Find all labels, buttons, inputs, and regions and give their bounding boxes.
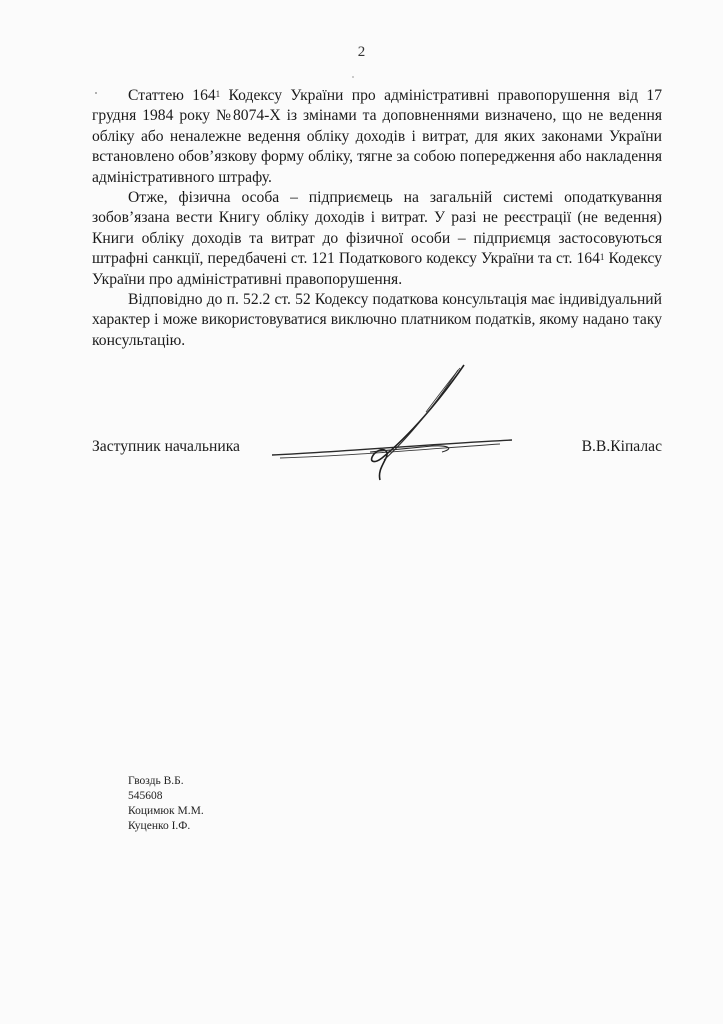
paragraph-text: Кодексу України про адміністративні правопорушення від 17 грудня 1984 року №8074-Х із змінами та доповненнями визначено, що не ведення обліку або неналежне ведення обліку доходів і витрат, для яких законами України встановлено обов’язкову форму обліку, тягне за собою попередження або накладення адміністративного штрафу. xyxy=(92,87,662,186)
paragraph-text: Кодексу України про адміністративні правопорушення. xyxy=(92,250,662,288)
paragraph-text: Статтею 164 xyxy=(128,87,216,104)
paragraph-text: Відповідно до п. 52.2 ст. 52 Кодексу податкова консультація має індивідуальний характер і може використовуватися виключно платником податків, якому надано таку консультацію. xyxy=(92,291,662,349)
executors-list xyxy=(128,774,204,834)
executor-line: Куценко І.Ф. xyxy=(128,820,191,832)
paragraph-text: Отже, фізична особа – підприємець на загальній системі оподаткування зобов’язана вести Книгу обліку доходів і витрат. У разі не реєстрації (не ведення) Книги обліку доходів та витрат до фізичної особи – підприємця застосовуються штрафні санкції, передбачені ст. 121 Податкового кодексу України та ст. 164 xyxy=(92,189,662,268)
paragraph-consultation-note xyxy=(92,290,662,351)
executor-phone: 545608 xyxy=(128,790,163,802)
letter-body xyxy=(92,86,662,351)
paragraph-conclusion xyxy=(92,188,662,290)
handwritten-signature-icon xyxy=(250,360,530,490)
signatory-name: В.В.Кіпалас xyxy=(581,438,662,455)
signatory-position: Заступник начальника xyxy=(92,438,240,455)
scan-speck xyxy=(352,76,354,78)
signature-block xyxy=(92,438,662,468)
superscript: 1 xyxy=(215,89,221,99)
executor-line: Коцимюк М.М. xyxy=(128,805,204,817)
paragraph-article-164 xyxy=(92,86,662,188)
executor-line: Гвоздь В.Б. xyxy=(128,775,184,787)
page-number: 2 xyxy=(357,44,366,60)
superscript: 1 xyxy=(599,252,605,263)
